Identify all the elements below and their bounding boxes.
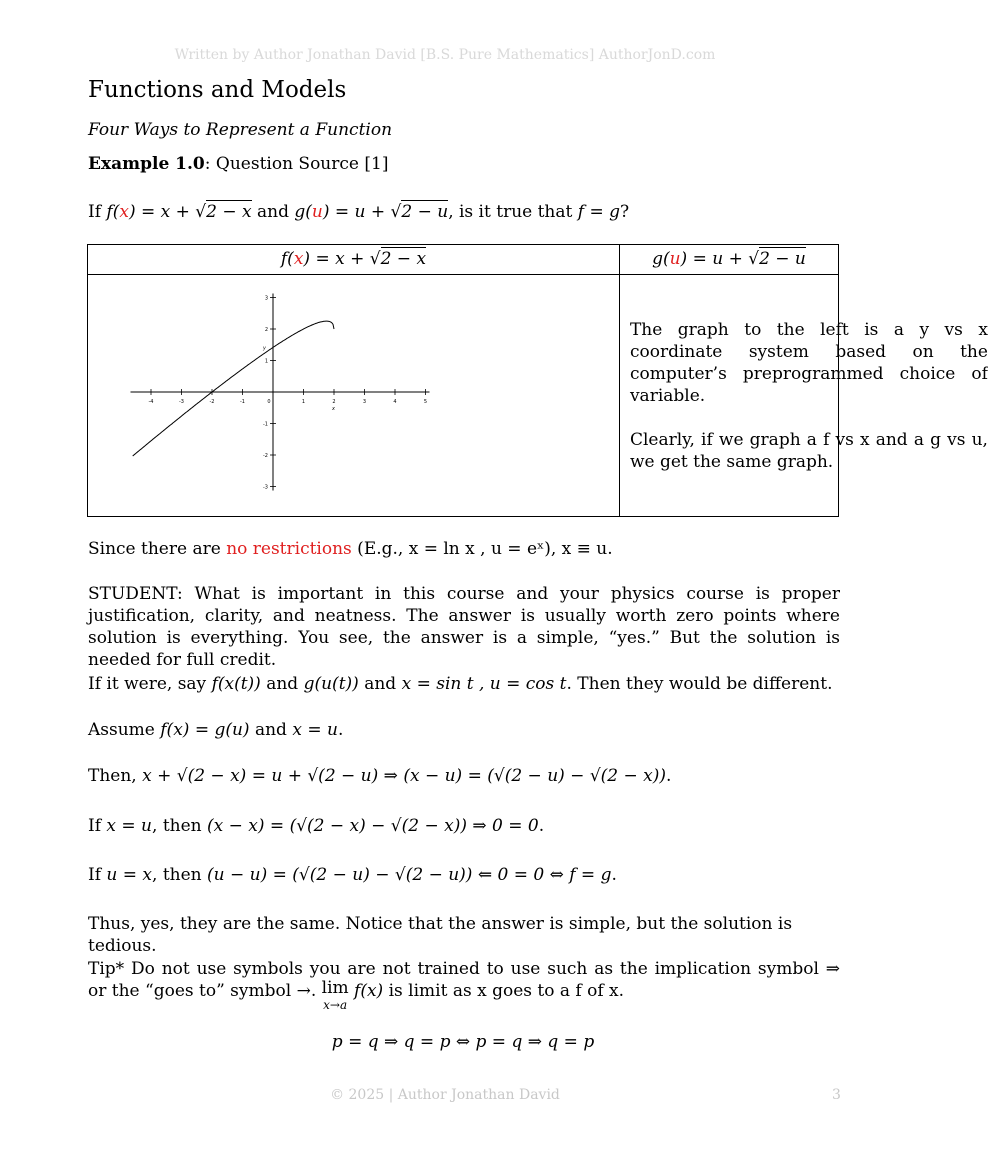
if2-text-1: If — [88, 865, 107, 885]
restrictions-text-1: Since there are — [88, 539, 227, 559]
student-paragraph: STUDENT: What is important in this course and your physics course is proper justification, clarity, and neatness. The answer is usually worth zero points where solution is everything. You see, the answer is a simple, “yes.” But the solution is needed for full credit. — [88, 584, 840, 670]
then-text: Then, — [88, 766, 143, 786]
right-header-formula: g(u) = u + √2 − u — [652, 249, 806, 269]
x-tick-label: -4 — [148, 399, 154, 405]
restrictions-text-2: (E.g., x = ln x , u = eˣ), x ≡ u. — [351, 539, 613, 559]
question-text-1: If — [88, 202, 107, 222]
limit-notation — [322, 980, 349, 1013]
question-f-def: f(x) = x + √2 − x — [106, 202, 252, 222]
final-equation: p = q ⇒ q = p ⇔ p = q ⇒ q = p — [331, 1032, 595, 1052]
section-subtitle: Four Ways to Represent a Function — [88, 120, 393, 140]
limit-word: lim — [321, 978, 349, 998]
assume-eq-2: x = u — [292, 720, 338, 740]
example-heading — [88, 153, 840, 175]
x-tick-label: 2 — [332, 399, 336, 405]
assume-text-3: . — [337, 720, 344, 740]
if-x-eq-u-line — [88, 815, 840, 837]
graph-cell — [88, 275, 620, 517]
y-tick-label: 2 — [264, 327, 268, 333]
if2-period: . — [611, 865, 617, 885]
tip-text-1: Tip* Do not use symbols you are not trained to use such as the implication symbol ⇒ or the “goes to” symbol →. — [88, 959, 840, 1001]
left-header-formula: f(x) = x + √2 − x — [280, 249, 427, 269]
assume-eq-1: f(x) = g(u) — [160, 720, 250, 740]
if2-text-2: , then — [152, 865, 208, 885]
if1-text-2: , then — [152, 816, 208, 836]
y-tick-label: 3 — [264, 295, 268, 302]
example-source: : Question Source [1] — [204, 154, 389, 174]
page-number: 3 — [832, 1087, 841, 1103]
ifwere-text-2: and — [260, 674, 304, 694]
function-graph — [88, 275, 463, 511]
x-tick-label: -2 — [209, 399, 215, 405]
page-footer: © 2025 | Author Jonathan David — [330, 1087, 560, 1103]
if2-condition: u = x — [106, 865, 153, 885]
x-tick-label: 3 — [362, 399, 367, 405]
description-paragraph-2: Clearly, if we graph a f vs x and a g vs u, we get the same graph. — [629, 430, 988, 472]
example-label: Example 1.0 — [88, 154, 205, 174]
question-g-def: g(u) = u + √2 − u — [294, 202, 449, 222]
tip-text-2: is limit as x goes to a f of x. — [383, 981, 625, 1001]
comparison-table — [87, 244, 988, 517]
graph-description — [630, 319, 988, 473]
assume-text-1: Assume — [88, 720, 161, 740]
limit-subscript: x→a — [323, 998, 348, 1012]
if-it-were-line — [88, 673, 840, 695]
ifwere-sincos: x = sin t , u = cos t — [401, 674, 567, 694]
x-tick-label: 5 — [423, 399, 428, 405]
assume-text-2: and — [249, 720, 293, 740]
function-curve — [133, 321, 334, 456]
ifwere-g: g(u(t)) — [303, 674, 359, 694]
description-cell — [619, 275, 988, 517]
if1-condition: x = u — [106, 816, 153, 836]
question-text-2: and — [251, 202, 295, 222]
then-equation-line — [88, 765, 840, 787]
x-tick-label: -3 — [179, 399, 184, 405]
y-tick-label: -2 — [263, 453, 268, 459]
assume-line — [88, 719, 840, 741]
y-tick-label: -3 — [263, 484, 268, 491]
page-header: Written by Author Jonathan David [B.S. Pure Mathematics] AuthorJonD.com — [174, 47, 716, 63]
conclusion-line: Thus, yes, they are the same. Notice that the answer is simple, but the solution is tedious. — [88, 914, 793, 956]
x-tick-label: 0 — [267, 399, 271, 405]
if-u-eq-x-line — [88, 864, 840, 886]
if2-equation: (u − u) = (√(2 − u) − √(2 − u)) ⇐ 0 = 0 ⇔ f = g — [207, 865, 612, 885]
table-header-right — [619, 245, 838, 275]
y-axis-label: y — [263, 345, 266, 352]
if1-period: . — [538, 816, 545, 836]
question-text-4: ? — [620, 202, 630, 222]
y-tick-label: 1 — [264, 358, 268, 365]
limit-function: f(x) — [348, 981, 384, 1001]
ifwere-text-3: and — [358, 674, 402, 694]
description-paragraph-1: The graph to the left is a y vs x coordinate system based on the computer’s preprogrammed choice of variable. — [629, 320, 988, 406]
x-tick-label: 1 — [301, 399, 306, 405]
restrictions-line — [88, 538, 840, 560]
then-equation: x + √(2 − x) = u + √(2 − u) ⇒ (x − u) = (√(2 − u) − √(2 − x)) — [142, 766, 667, 786]
x-axis-label: x — [332, 406, 335, 412]
no-restrictions-highlight: no restrictions — [226, 539, 352, 559]
if1-text-1: If — [88, 816, 107, 836]
y-tick-label: -1 — [263, 421, 268, 428]
question-text-3: , is it true that — [448, 202, 578, 222]
ifwere-text-1: If it were, say — [88, 674, 212, 694]
then-period: . — [666, 766, 672, 786]
ifwere-f: f(x(t)) — [211, 674, 261, 694]
tip-paragraph — [88, 958, 840, 1013]
question-line — [88, 201, 840, 223]
x-tick-label: -1 — [240, 399, 245, 405]
if1-equation: (x − x) = (√(2 − x) − √(2 − x)) ⇒ 0 = 0 — [207, 816, 539, 836]
question-f-eq-g: f = g — [577, 202, 620, 222]
ifwere-text-4: . Then they would be different. — [566, 674, 833, 694]
page-title: Functions and Models — [88, 77, 347, 103]
table-header-left — [88, 245, 620, 275]
x-tick-label: 4 — [393, 399, 397, 405]
